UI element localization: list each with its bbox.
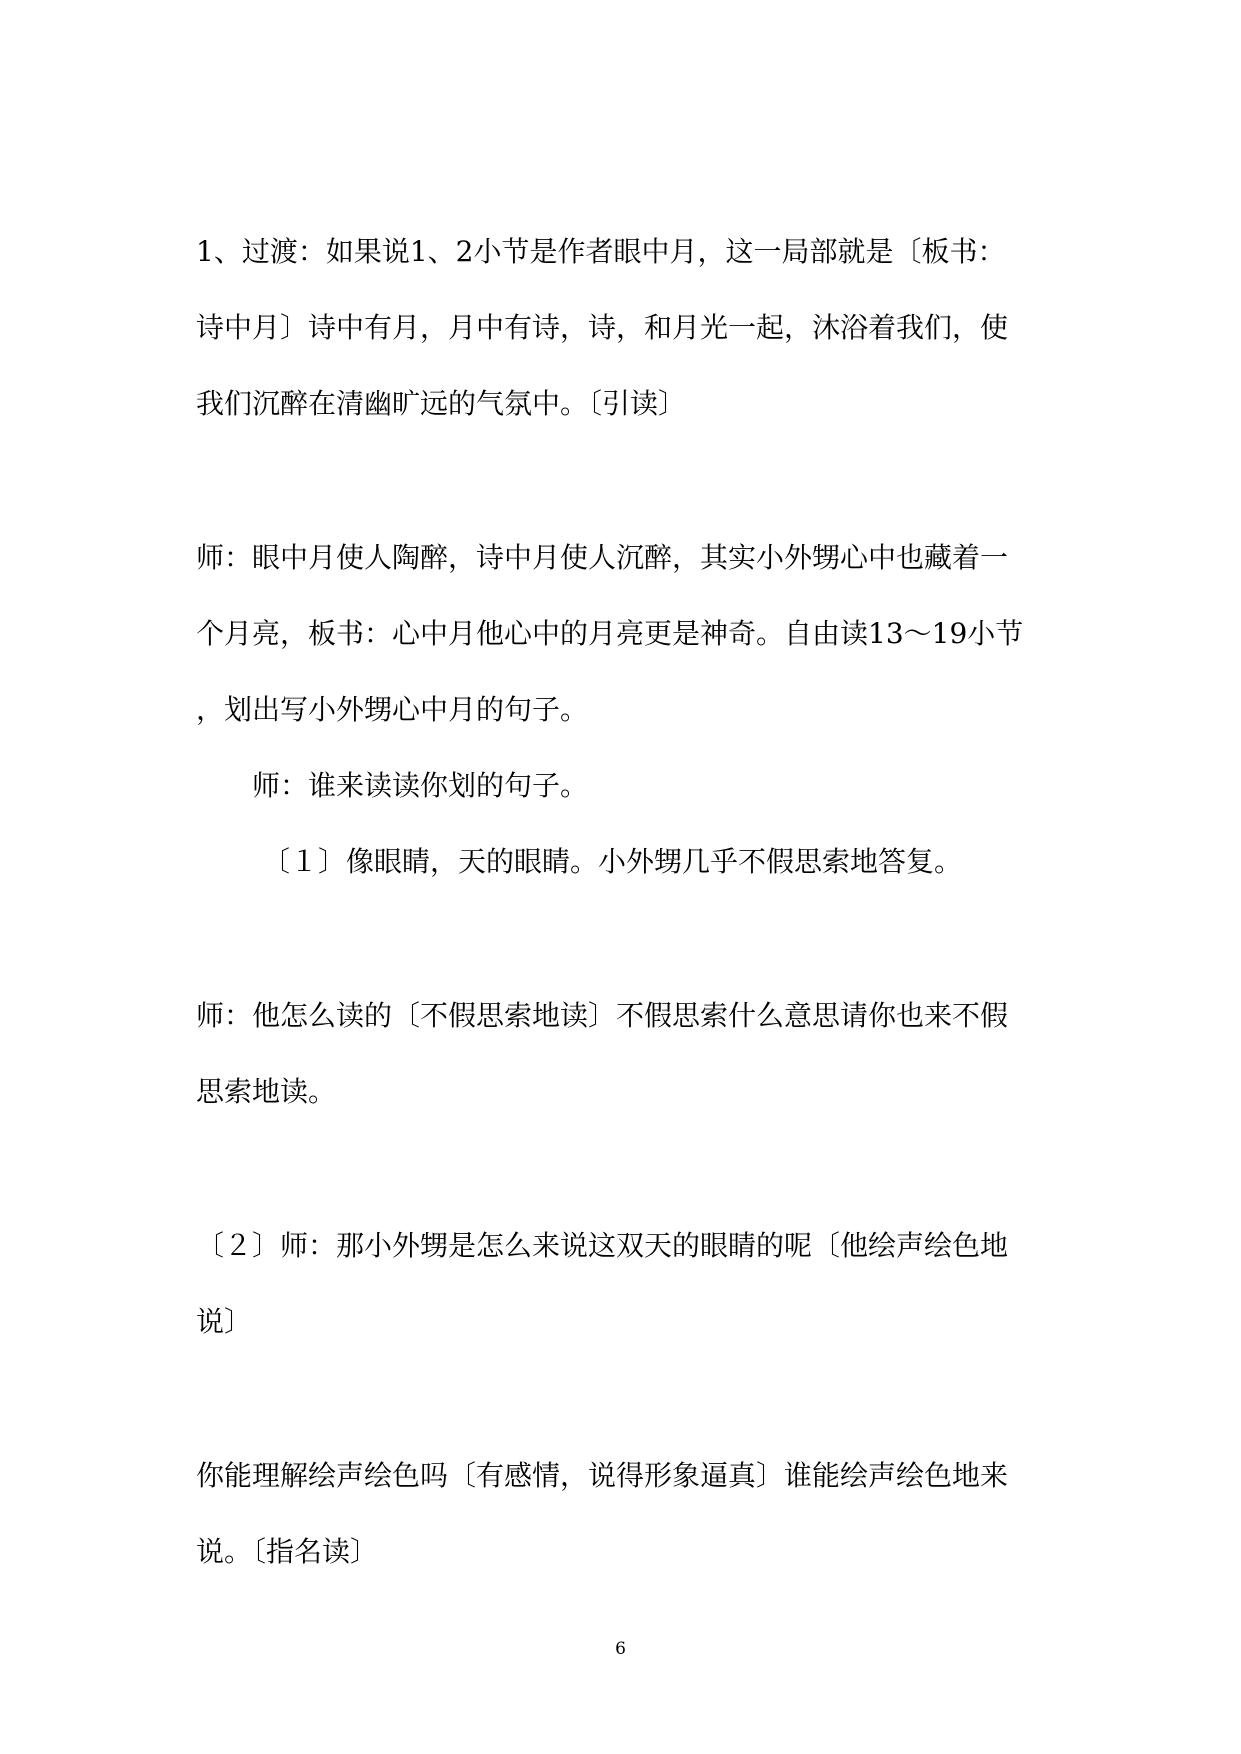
- text-line-9: 师：他怎么读的〔不假思索地读〕不假思索什么意思请你也来不假: [196, 999, 1009, 1032]
- text-line-1: 1、过渡：如果说1、2小节是作者眼中月，这一局部就是〔板书：: [196, 235, 1006, 268]
- text-line-8: 〔１〕像眼睛，天的眼睛。小外甥几乎不假思索地答复。: [262, 845, 963, 878]
- text-line-2: 诗中月〕诗中有月，月中有诗，诗，和月光一起，沐浴着我们，使: [196, 311, 1009, 344]
- page-number: 6: [615, 1639, 626, 1659]
- text-line-10: 思索地读。: [196, 1075, 337, 1108]
- text-line-6: ，划出写小外甥心中月的句子。: [196, 693, 589, 726]
- text-line-14: 说。〔指名读〕: [196, 1535, 379, 1568]
- text-line-4: 师：眼中月使人陶醉，诗中月使人沉醉，其实小外甥心中也藏着一: [196, 541, 1009, 574]
- text-line-5: 个月亮，板书：心中月他心中的月亮更是神奇。自由读13～19小节: [196, 617, 1024, 650]
- text-line-3: 我们沉醉在清幽旷远的气氛中。〔引读〕: [196, 387, 687, 420]
- text-line-12: 说〕: [196, 1305, 253, 1338]
- text-line-7: 师：谁来读读你划的句子。: [252, 769, 589, 802]
- text-line-11: 〔２〕师：那小外甥是怎么来说这双天的眼睛的呢〔他绘声绘色地: [196, 1229, 1009, 1262]
- text-line-13: 你能理解绘声绘色吗〔有感情，说得形象逼真〕谁能绘声绘色地来: [196, 1459, 1009, 1492]
